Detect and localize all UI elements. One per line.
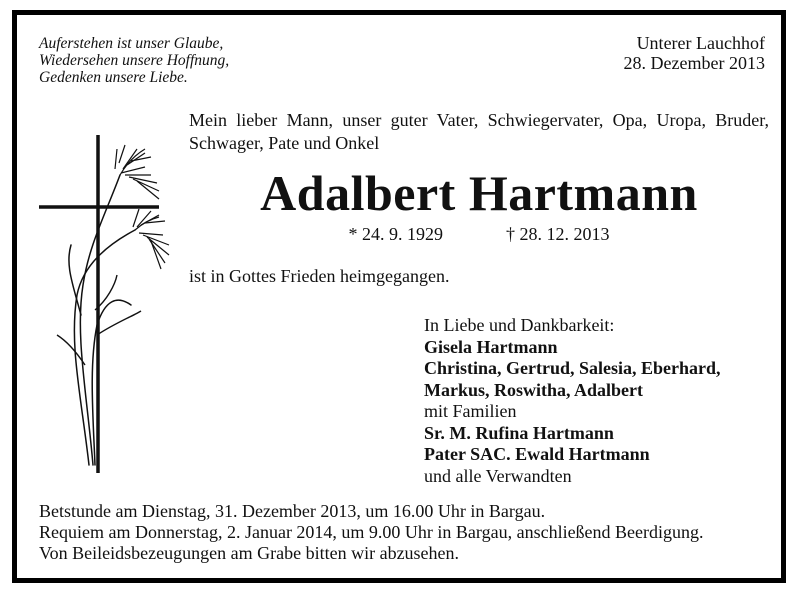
birth-date: * 24. 9. 1929 [348,224,443,244]
motto-line-1: Auferstehen ist unser Glaube, [39,35,224,52]
mourner-line: Markus, Roswitha, Adalbert [424,379,644,400]
cross-with-wheat-icon [35,135,175,475]
prayer-hour: Betstunde am Dienstag, 31. Dezember 2013, um 16.00 Uhr in Bargau. [39,501,546,521]
requiem: Requiem am Donnerstag, 2. Januar 2014, um 9.00 Uhr in Bargau, anschließend Beerdigung. [39,522,704,542]
place: Unterer Lauchhof [636,33,765,53]
motto-verse [39,35,229,86]
obituary-notice [12,10,786,583]
mourner-line: mit Familien [424,401,517,421]
motto-line-3: Gedenken unsere Liebe. [39,69,188,86]
notice-date: 28. Dezember 2013 [623,53,765,73]
place-and-date [624,33,765,73]
mourners-heading: In Liebe und Dankbarkeit: [424,315,615,335]
service-info [39,501,704,564]
wheat-ear-lower [133,209,169,269]
mourner-line: Gisela Hartmann [424,336,558,357]
deceased-name: Adalbert Hartmann [260,165,698,221]
peace-line: ist in Gottes Frieden heimgegangen. [189,266,450,286]
mourners-block [424,315,721,487]
life-dates [189,223,769,245]
mourner-line: und alle Verwandten [424,465,572,486]
motto-line-2: Wiedersehen unsere Hoffnung, [39,52,230,69]
mourner-line: Christina, Gertrud, Salesia, Eberhard, [424,358,721,378]
mourner-line: Pater SAC. Ewald Hartmann [424,444,650,464]
death-date: † 28. 12. 2013 [506,224,610,244]
condolence-note: Von Beileidsbezeugungen am Grabe bitten wir abzusehen. [39,543,460,563]
wheat-ear-upper [115,145,159,199]
intro-text: Mein lieber Mann, unser guter Vater, Schwiegervater, Opa, Uropa, Bruder, Schwager, Pate und Onkel [189,110,769,153]
mourner-line: Sr. M. Rufina Hartmann [424,422,614,443]
